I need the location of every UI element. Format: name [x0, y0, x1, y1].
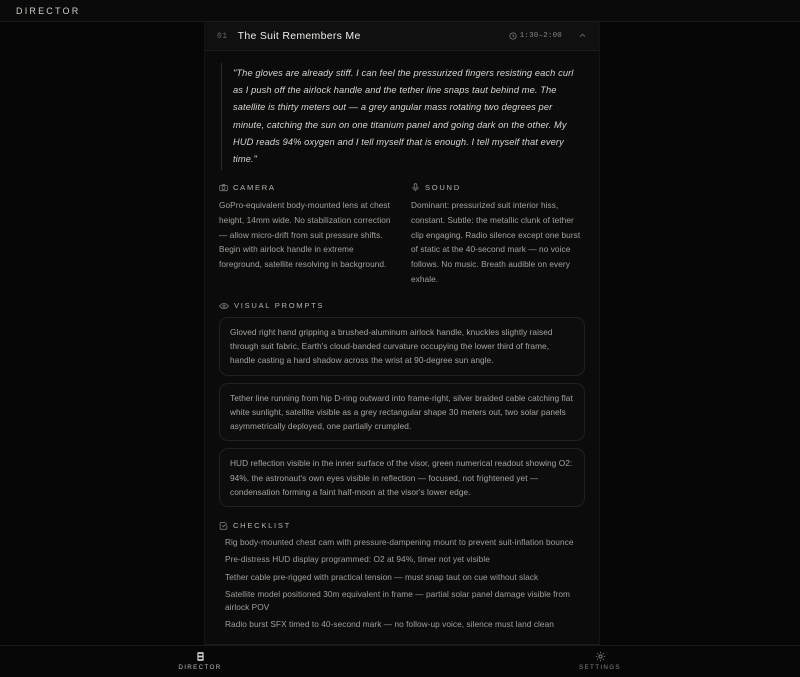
- camera-section-text: GoPro-equivalent body-mounted lens at chest height, 14mm wide. No stabilization correction — allow micro-drift from suit pressure shifts. Begin with airlock handle in extreme foreground, satellite resolving in background.: [219, 200, 391, 270]
- visual-prompts-list: [219, 317, 585, 507]
- scene-duration-label: 1:30–2:00: [519, 32, 562, 40]
- eye-icon: [219, 301, 229, 311]
- visual-prompt-item[interactable]: HUD reflection visible in the inner surface of the visor, green numerical readout showing O2: 94%, the astronaut's own eyes visible in reflection — focused, not frightened yet — condensation forming a faint half-moon at the visor's lower edge.: [219, 448, 585, 507]
- camera-section: [219, 183, 393, 287]
- scene-number: 01: [217, 31, 228, 41]
- checklist-header: [219, 521, 585, 530]
- bottom-navigation: [0, 645, 800, 677]
- scene-column: [205, 22, 599, 645]
- visual-prompts-header: [219, 301, 585, 311]
- sound-section: [411, 183, 585, 287]
- top-bar: [0, 0, 800, 22]
- clock-icon: [509, 32, 517, 40]
- content-region: [0, 22, 800, 645]
- camera-section-label: CAMERA: [233, 183, 276, 193]
- scene-duration: [509, 32, 562, 40]
- scene-card: [205, 22, 599, 645]
- checklist-item[interactable]: Satellite model positioned 30m equivalent in frame — partial solar panel damage visible from airlock POV: [225, 588, 570, 613]
- nav-label-director: DIRECTOR: [178, 664, 222, 672]
- checklist-label: CHECKLIST: [233, 521, 291, 531]
- visual-prompt-item[interactable]: Gloved right hand gripping a brushed-aluminum airlock handle, knuckles slightly raised through suit fabric, Earth's cloud-banded curvature occupying the lower third of frame, handle casting a hard shadow across the wrist at 90-degree sun angle.: [219, 317, 585, 376]
- chevron-up-icon[interactable]: [578, 31, 587, 42]
- film-clapper-icon: [195, 651, 206, 662]
- nav-item-director[interactable]: [0, 651, 400, 671]
- scene-narration-quote: [221, 63, 585, 170]
- sound-section-text: Dominant: pressurized suit interior hiss, constant. Subtle: the metallic clunk of tether clip engaging. Radio silence except one burst of static at the 40-second mark — no voice follows. No music. Breath audible on every exhale.: [411, 200, 581, 284]
- scene-narration-text: "The gloves are already stiff. I can feel the pressurized fingers resisting each curl as I push off the airlock handle and the tether line snaps taut behind me. The satellite is thirty meters out — a grey angular mass rotating two degrees per minute, catching the sun on one titanium panel and going dark on the other. My HUD reads 94% oxygen and I tell myself that is enough. I tell myself that every time.": [233, 68, 574, 164]
- sound-section-label: SOUND: [425, 183, 461, 193]
- nav-label-settings: SETTINGS: [579, 664, 621, 672]
- checklist-item[interactable]: Pre-distress HUD display programmed: O2 at 94%, timer not yet visible: [225, 554, 490, 565]
- left-rail: [0, 22, 205, 645]
- checkbox-check-icon: [219, 521, 228, 530]
- scene-header-toggle[interactable]: [205, 22, 599, 51]
- right-rail: [599, 22, 800, 645]
- checklist-item[interactable]: Rig body-mounted chest cam with pressure-dampening mount to prevent suit-inflation bounce: [225, 537, 574, 548]
- scene-body: [205, 51, 599, 644]
- scene-meta-grid: [219, 183, 585, 287]
- visual-prompts-label: VISUAL PROMPTS: [234, 301, 325, 311]
- gear-icon: [595, 651, 606, 662]
- scene-title: The Suit Remembers Me: [237, 30, 361, 42]
- checklist-item[interactable]: Tether cable pre-rigged with practical tension — must snap taut on cue without slack: [225, 571, 539, 582]
- visual-prompts-section: [219, 301, 585, 507]
- camera-section-header: [219, 183, 393, 192]
- checklist-item[interactable]: Radio burst SFX timed to 40-second mark — no follow-up voice, silence must land clean: [225, 619, 554, 630]
- visual-prompt-item[interactable]: Tether line running from hip D-ring outward into frame-right, silver braided cable catching flat white sunlight, satellite visible as a grey rectangular shape 30 meters out, two solar panels asymmetrically deployed, one partially crumpled.: [219, 383, 585, 442]
- checklist-section: [219, 521, 585, 632]
- checklist-list: [219, 536, 585, 632]
- app-title: DIRECTOR: [16, 5, 81, 16]
- microphone-icon: [411, 183, 420, 192]
- nav-item-settings[interactable]: [400, 651, 800, 671]
- sound-section-header: [411, 183, 585, 192]
- camera-icon: [219, 183, 228, 192]
